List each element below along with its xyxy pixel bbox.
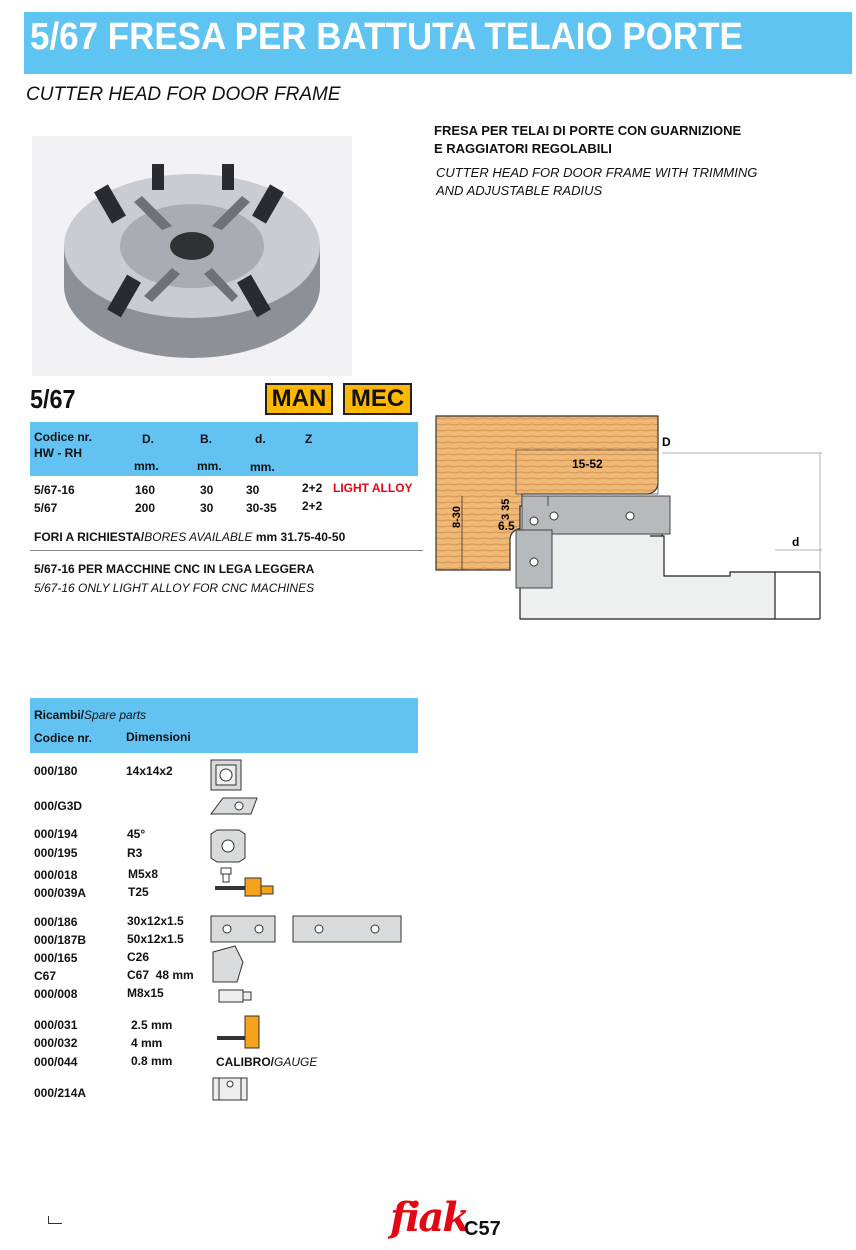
cnc-note-english: 5/67-16 ONLY LIGHT ALLOY FOR CNC MACHINES xyxy=(34,581,315,595)
spare-parts-title xyxy=(34,708,146,722)
spare-dim: M8x15 xyxy=(127,986,164,1000)
table-row-1-code: 5/67-16 xyxy=(34,483,75,497)
table-row-1-D: 160 xyxy=(135,483,156,497)
spare-code: 000/214A xyxy=(34,1086,87,1100)
unit-mm-2: mm. xyxy=(197,459,222,473)
light-alloy-label: LIGHT ALLOY xyxy=(333,481,413,495)
table-row-2-D: 200 xyxy=(135,501,156,515)
dim-6-5: 6.5 xyxy=(498,519,515,533)
spare-code: 000/031 xyxy=(34,1018,78,1032)
support-plate-icon xyxy=(211,798,257,814)
table-row-2-code: 5/67 xyxy=(34,501,58,515)
spare-dim: T25 xyxy=(128,885,149,899)
spare-dim: 2.5 mm xyxy=(131,1018,173,1032)
table-row-1-Z: 2+2 xyxy=(302,481,323,495)
page-subtitle: CUTTER HEAD FOR DOOR FRAME xyxy=(26,84,341,105)
spare-code: 000/039A xyxy=(34,886,87,900)
badge-mec: MEC xyxy=(343,383,412,415)
badge-man: MAN xyxy=(265,383,333,415)
spare-dim: C26 xyxy=(127,950,150,964)
desc-en-line2: AND ADJUSTABLE RADIUS xyxy=(436,183,603,198)
col-code-sub: HW - RH xyxy=(34,446,82,460)
allen-key-icon xyxy=(217,1016,259,1048)
spare-dim: 45° xyxy=(127,827,146,841)
spare-code: 000/186 xyxy=(34,915,78,929)
spare-code: 000/194 xyxy=(34,827,78,841)
spare-col-dim: Dimensioni xyxy=(126,730,191,744)
spare-dim: 14x14x2 xyxy=(126,764,173,778)
gauge-icon xyxy=(213,1078,247,1100)
table-row-2-d: 30-35 xyxy=(246,501,277,515)
spare-dim: R3 xyxy=(127,846,143,860)
spare-dim: 0.8 mm xyxy=(131,1054,173,1068)
spare-parts-drawings xyxy=(205,756,415,1106)
label-d: d xyxy=(792,535,800,549)
spare-code: 000/G3D xyxy=(34,799,83,813)
desc-it-line2: E RAGGIATORI REGOLABILI xyxy=(434,141,612,156)
label-D: D xyxy=(662,435,671,449)
dim-8-30: 8-30 xyxy=(451,505,463,528)
bores-note xyxy=(34,530,345,544)
col-d-small: d. xyxy=(255,432,266,446)
unit-mm-1: mm. xyxy=(134,459,159,473)
col-z: Z xyxy=(305,432,313,446)
spare-dim: 30x12x1.5 xyxy=(127,914,184,928)
spare-code: C67 xyxy=(34,969,57,983)
spare-dim: M5x8 xyxy=(128,867,159,881)
spare-code: 000/044 xyxy=(34,1055,78,1069)
col-d-big: D. xyxy=(142,432,154,446)
radius-knife-icon xyxy=(211,830,245,862)
bolt-icon xyxy=(219,990,251,1002)
col-code: Codice nr. xyxy=(34,430,93,444)
insert-square-icon xyxy=(211,760,241,790)
bores-note-values: mm 31.75-40-50 xyxy=(252,530,346,544)
dim-3-35: 3 35 xyxy=(500,498,512,520)
table-row-1-B: 30 xyxy=(200,483,214,497)
spare-code: 000/032 xyxy=(34,1036,78,1050)
spare-title-en: Spare parts xyxy=(84,708,147,722)
bores-note-label: FORI A RICHIESTA/ xyxy=(34,530,145,544)
spare-dim: 4 mm xyxy=(131,1036,163,1050)
spare-dim: C67 48 mm xyxy=(127,968,194,982)
unit-mm-3: mm. xyxy=(250,460,275,474)
brand-logo: fiak xyxy=(390,1194,469,1241)
bores-note-english: BORES AVAILABLE xyxy=(144,530,253,544)
spare-code: 000/008 xyxy=(34,987,78,1001)
spare-code: 000/165 xyxy=(34,951,78,965)
desc-en-line1: CUTTER HEAD FOR DOOR FRAME WITH TRIMMING xyxy=(436,165,758,180)
cnc-note-italian: 5/67-16 PER MACCHINE CNC IN LEGA LEGGERA xyxy=(34,562,315,576)
page-title: 5/67 FRESA PER BATTUTA TELAIO PORTE xyxy=(30,16,743,58)
knife-blade-icon xyxy=(211,916,401,942)
product-code: 5/67 xyxy=(30,384,76,414)
wedge-icon xyxy=(213,946,243,982)
spare-code: 000/018 xyxy=(34,868,78,882)
page-number: C57 xyxy=(464,1218,501,1240)
gauge-label-it: CALIBRO/ xyxy=(216,1055,274,1069)
gauge-label-en: GAUGE xyxy=(274,1055,318,1069)
spare-code: 000/180 xyxy=(34,764,78,778)
corner-mark xyxy=(48,1223,62,1224)
description-italian xyxy=(434,122,741,158)
desc-it-line1: FRESA PER TELAI DI PORTE CON GUARNIZIONE xyxy=(434,123,742,138)
spare-code: 000/195 xyxy=(34,846,78,860)
spare-dim: 50x12x1.5 xyxy=(127,932,184,946)
description-english xyxy=(436,164,757,200)
col-b: B. xyxy=(200,432,212,446)
table-row-1-d: 30 xyxy=(246,483,260,497)
spare-col-code: Codice nr. xyxy=(34,731,93,745)
profile-diagram xyxy=(430,410,830,625)
dim-15-52: 15-52 xyxy=(572,457,603,471)
table-row-2-Z: 2+2 xyxy=(302,499,323,513)
table-row-2-B: 30 xyxy=(200,501,214,515)
spare-title-it: Ricambi/ xyxy=(34,708,85,722)
screw-key-icon xyxy=(215,868,273,896)
divider xyxy=(30,550,423,551)
cutter-head-photo xyxy=(32,136,352,376)
spare-code: 000/187B xyxy=(34,933,87,947)
